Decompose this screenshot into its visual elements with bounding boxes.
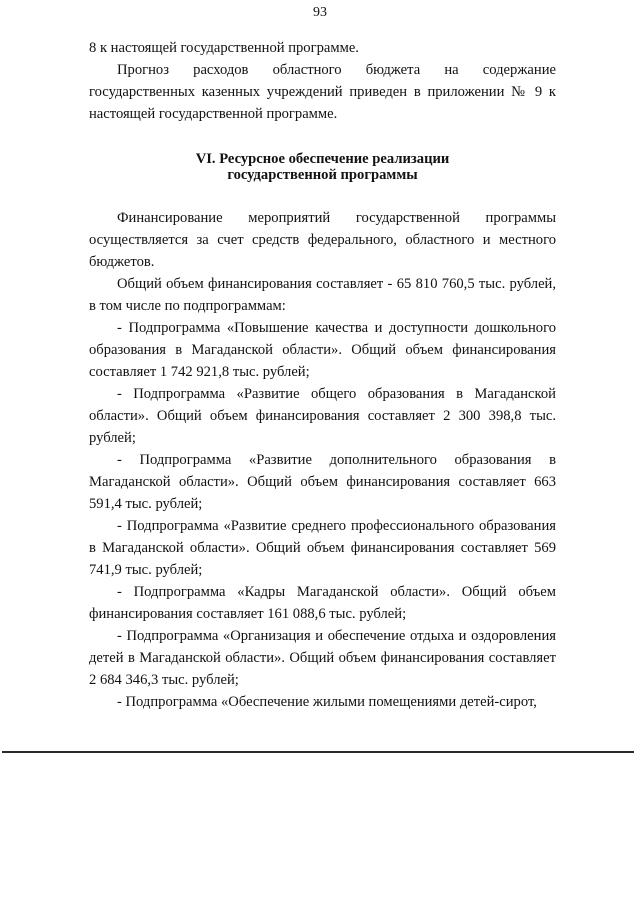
subprogram-item: - Подпрограмма «Развитие общего образования в Магаданской области». Общий объем финансирования составляет 2 300 398,8 тыс. рублей; <box>89 386 556 446</box>
subprogram-item: - Подпрограмма «Кадры Магаданской области». Общий объем финансирования составляет 161 088,6 тыс. рублей; <box>89 584 556 622</box>
subprogram-item: - Подпрограмма «Развитие дополнительного образования в Магаданской области». Общий объем финансирования составляет 663 591,4 тыс. рублей; <box>89 452 556 512</box>
financing-sources-paragraph: Финансирование мероприятий государственной программы осуществляется за счет средств федерального, областного и местного бюджетов. <box>89 210 556 270</box>
section-heading <box>89 151 556 183</box>
section-heading-line-1: VI. Ресурсное обеспечение реализации <box>195 151 450 167</box>
forecast-paragraph: Прогноз расходов областного бюджета на содержание государственных казенных учреждений приведен в приложении № 9 к настоящей государственной программе. <box>89 62 556 122</box>
subprogram-item: - Подпрограмма «Развитие среднего профессионального образования в Магаданской области». Общий объем финансирования составляет 569 741,9 тыс. рублей; <box>89 518 556 578</box>
continuation-paragraph: 8 к настоящей государственной программе. <box>89 40 359 56</box>
section-heading-line-2: государственной программы <box>227 167 418 183</box>
page-number: 93 <box>313 5 327 20</box>
document-body <box>89 37 556 713</box>
subprogram-item: - Подпрограмма «Организация и обеспечение отдыха и оздоровления детей в Магаданской области». Общий объем финансирования составляет 2 684 346,3 тыс. рублей; <box>89 628 556 688</box>
page-bottom-rule <box>2 751 634 753</box>
total-financing-paragraph: Общий объем финансирования составляет - 65 810 760,5 тыс. рублей, в том числе по подпрограммам: <box>89 276 556 314</box>
subprogram-item: - Подпрограмма «Повышение качества и доступности дошкольного образования в Магаданской области». Общий объем финансирования составляет 1 742 921,8 тыс. рублей; <box>89 320 556 380</box>
subprogram-item: - Подпрограмма «Обеспечение жилыми помещениями детей-сирот, <box>117 694 537 710</box>
